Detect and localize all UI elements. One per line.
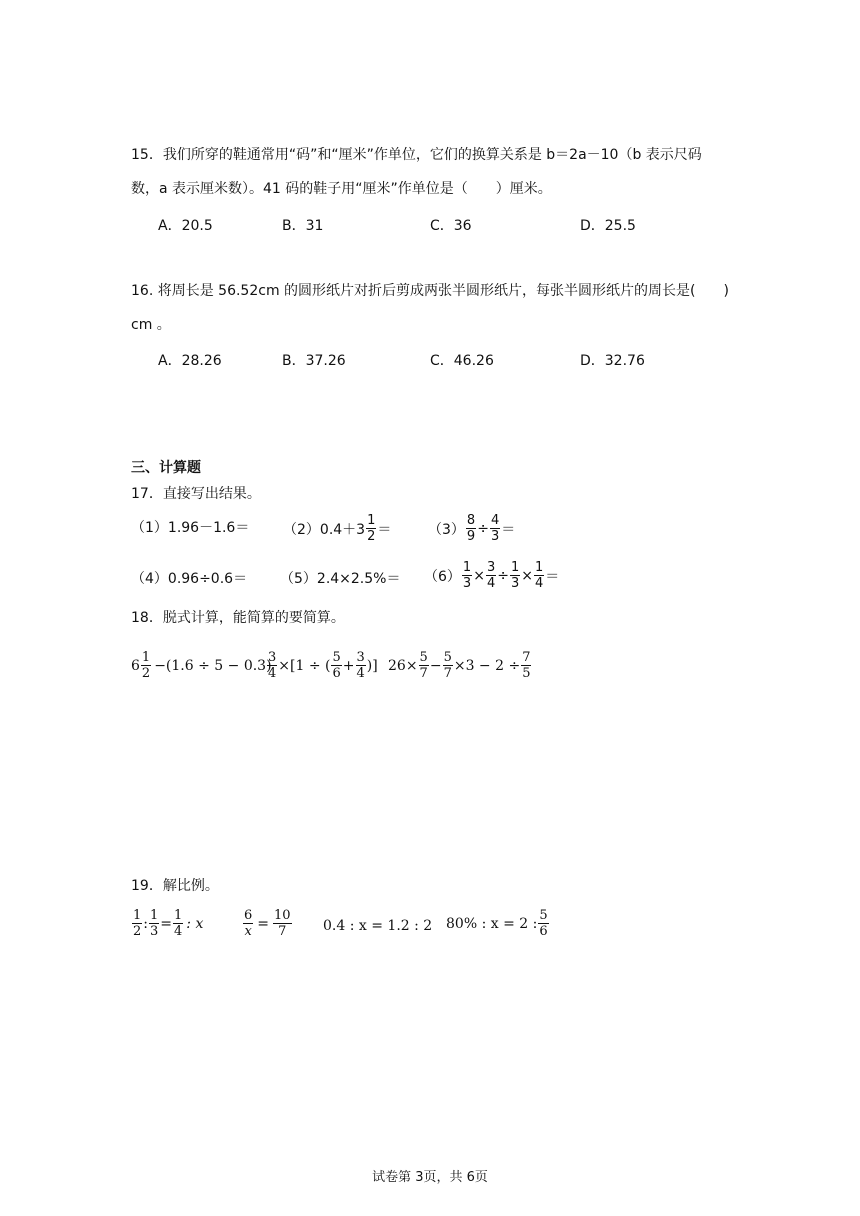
q17-title: 17．直接写出结果。 bbox=[131, 486, 261, 502]
proportion-text: 0.4 : x = 1.2 : 2 bbox=[323, 918, 433, 934]
fraction bbox=[486, 560, 496, 591]
numerator: 1 bbox=[510, 560, 520, 575]
denominator: 3 bbox=[510, 576, 520, 591]
q15-option-a: A．20.5 bbox=[158, 218, 213, 234]
denominator: 3 bbox=[490, 529, 500, 544]
numerator: 1 bbox=[462, 560, 472, 575]
numerator: 1 bbox=[367, 513, 376, 528]
equals: = bbox=[257, 915, 270, 932]
operator: ÷ bbox=[477, 520, 489, 537]
denominator: 6 bbox=[539, 924, 548, 939]
fraction bbox=[267, 650, 277, 681]
expression-prefix: 26× bbox=[388, 657, 418, 674]
q17-item-4-text: （4）0.96÷0.6＝ bbox=[131, 571, 248, 587]
q17-item-5 bbox=[280, 568, 400, 588]
denominator: 2 bbox=[367, 529, 376, 544]
denominator: 7 bbox=[419, 666, 428, 681]
q15-option-b: B．31 bbox=[282, 218, 324, 234]
fraction bbox=[443, 650, 453, 681]
page-footer: 试卷第 3页，共 6页 bbox=[372, 1170, 488, 1185]
q15-line1: 15．我们所穿的鞋通常用“码”和“厘米”作单位，它们的换算关系是 b＝2a－10（b 表示尺码 bbox=[131, 147, 702, 163]
numerator: 1 bbox=[150, 908, 159, 923]
q16-line1: 16. 将周长是 56.52cm 的圆形纸片对折后剪成两张半圆形纸片，每张半圆形纸片的周长是( ) bbox=[131, 283, 729, 299]
expression-mid: ×[1 ÷ ( bbox=[278, 657, 331, 674]
denominator: 7 bbox=[443, 666, 452, 681]
fraction bbox=[462, 560, 472, 591]
fraction bbox=[243, 908, 253, 939]
fraction bbox=[534, 560, 544, 591]
q19-proportion-2 bbox=[242, 908, 293, 939]
denominator: 4 bbox=[534, 576, 544, 591]
fraction bbox=[510, 560, 520, 591]
q17-item-6-suffix: ＝ bbox=[545, 568, 560, 585]
fraction bbox=[173, 908, 183, 939]
denominator: 4 bbox=[356, 666, 365, 681]
whole-number: 6 bbox=[131, 657, 140, 674]
q16-option-c: C．46.26 bbox=[430, 353, 494, 369]
q15-option-c: C．36 bbox=[430, 218, 472, 234]
numerator: 5 bbox=[419, 650, 428, 665]
fraction bbox=[538, 908, 548, 939]
denominator: 4 bbox=[174, 924, 183, 939]
numerator: 3 bbox=[268, 650, 277, 665]
fraction bbox=[419, 650, 429, 681]
denominator: 5 bbox=[522, 666, 531, 681]
q17-item-3 bbox=[428, 513, 515, 544]
q17-item-5-text: （5）2.4×2.5%＝ bbox=[280, 571, 401, 587]
q17-item-6 bbox=[424, 560, 559, 591]
equals: = bbox=[160, 915, 173, 932]
q17-item-3-prefix: （3） bbox=[428, 521, 465, 538]
operator: + bbox=[342, 657, 355, 674]
q17-item-6-prefix: （6） bbox=[424, 568, 461, 585]
q18-expression-2 bbox=[266, 650, 378, 681]
q16-option-b: B．37.26 bbox=[282, 353, 346, 369]
q19-proportion-4 bbox=[446, 908, 550, 939]
expression-rest: −(1.6 ÷ 5 − 0.3) bbox=[154, 657, 272, 674]
numerator: 1 bbox=[534, 560, 544, 575]
operator: × bbox=[473, 567, 485, 584]
operator: − bbox=[429, 657, 442, 674]
q16-option-a: A．28.26 bbox=[158, 353, 222, 369]
numerator: 5 bbox=[332, 650, 341, 665]
fraction bbox=[521, 650, 531, 681]
q19-title: 19．解比例。 bbox=[131, 878, 219, 894]
numerator: 1 bbox=[174, 908, 183, 923]
q17-item-2-prefix: （2）0.4＋3 bbox=[283, 521, 366, 538]
operator: ÷ bbox=[497, 567, 509, 584]
denominator: 4 bbox=[268, 666, 277, 681]
denominator: 9 bbox=[466, 529, 476, 544]
q16-line2: cm 。 bbox=[131, 317, 171, 333]
numerator: 6 bbox=[244, 908, 253, 923]
q15-option-d: D．25.5 bbox=[580, 218, 636, 234]
denominator: 6 bbox=[332, 666, 341, 681]
numerator: 7 bbox=[522, 650, 531, 665]
denominator: 2 bbox=[141, 666, 151, 681]
denominator: 4 bbox=[486, 576, 496, 591]
numerator: 10 bbox=[274, 908, 291, 923]
proportion-prefix: 80% : x = 2 : bbox=[446, 915, 538, 932]
fraction bbox=[466, 513, 476, 544]
operator: × bbox=[521, 567, 533, 584]
denominator: 2 bbox=[133, 924, 142, 939]
colon: : bbox=[143, 915, 148, 932]
numerator: 1 bbox=[141, 650, 151, 665]
q17-item-3-suffix: ＝ bbox=[501, 521, 516, 538]
numerator: 1 bbox=[133, 908, 142, 923]
numerator: 3 bbox=[356, 650, 365, 665]
q17-item-2 bbox=[283, 513, 391, 544]
q15-line2: 数，a 表示厘米数）。41 码的鞋子用“厘米”作单位是（ ）厘米。 bbox=[131, 181, 552, 197]
q18-expression-3 bbox=[388, 650, 532, 681]
numerator: 5 bbox=[539, 908, 548, 923]
fraction bbox=[490, 513, 500, 544]
numerator: 8 bbox=[466, 513, 476, 528]
q18-expression-1 bbox=[131, 650, 272, 681]
denominator: 7 bbox=[278, 924, 287, 939]
fraction bbox=[331, 650, 341, 681]
fraction bbox=[273, 908, 292, 939]
numerator: 4 bbox=[490, 513, 500, 528]
q17-item-1-text: （1）1.96－1.6＝ bbox=[131, 520, 250, 536]
denominator: 3 bbox=[462, 576, 472, 591]
numerator: 3 bbox=[486, 560, 496, 575]
fraction bbox=[132, 908, 142, 939]
numerator: 5 bbox=[443, 650, 452, 665]
fraction bbox=[149, 908, 159, 939]
q17-item-1 bbox=[131, 517, 249, 537]
fraction bbox=[141, 650, 151, 681]
q17-item-4 bbox=[131, 568, 247, 588]
fraction bbox=[356, 650, 366, 681]
q17-item-2-suffix: ＝ bbox=[377, 521, 392, 538]
q16-option-d: D．32.76 bbox=[580, 353, 645, 369]
q19-proportion-1 bbox=[131, 908, 203, 939]
expression-close: )] bbox=[366, 657, 378, 674]
expression-mid: ×3 − 2 ÷ bbox=[453, 657, 521, 674]
section-heading: 三、计算题 bbox=[131, 460, 201, 476]
q18-title: 18．脱式计算，能简算的要简算。 bbox=[131, 610, 345, 626]
denominator: 3 bbox=[150, 924, 159, 939]
denominator: x bbox=[244, 924, 252, 939]
q19-proportion-3 bbox=[323, 918, 432, 934]
fraction bbox=[366, 513, 376, 544]
proportion-tail: : x bbox=[186, 915, 204, 932]
